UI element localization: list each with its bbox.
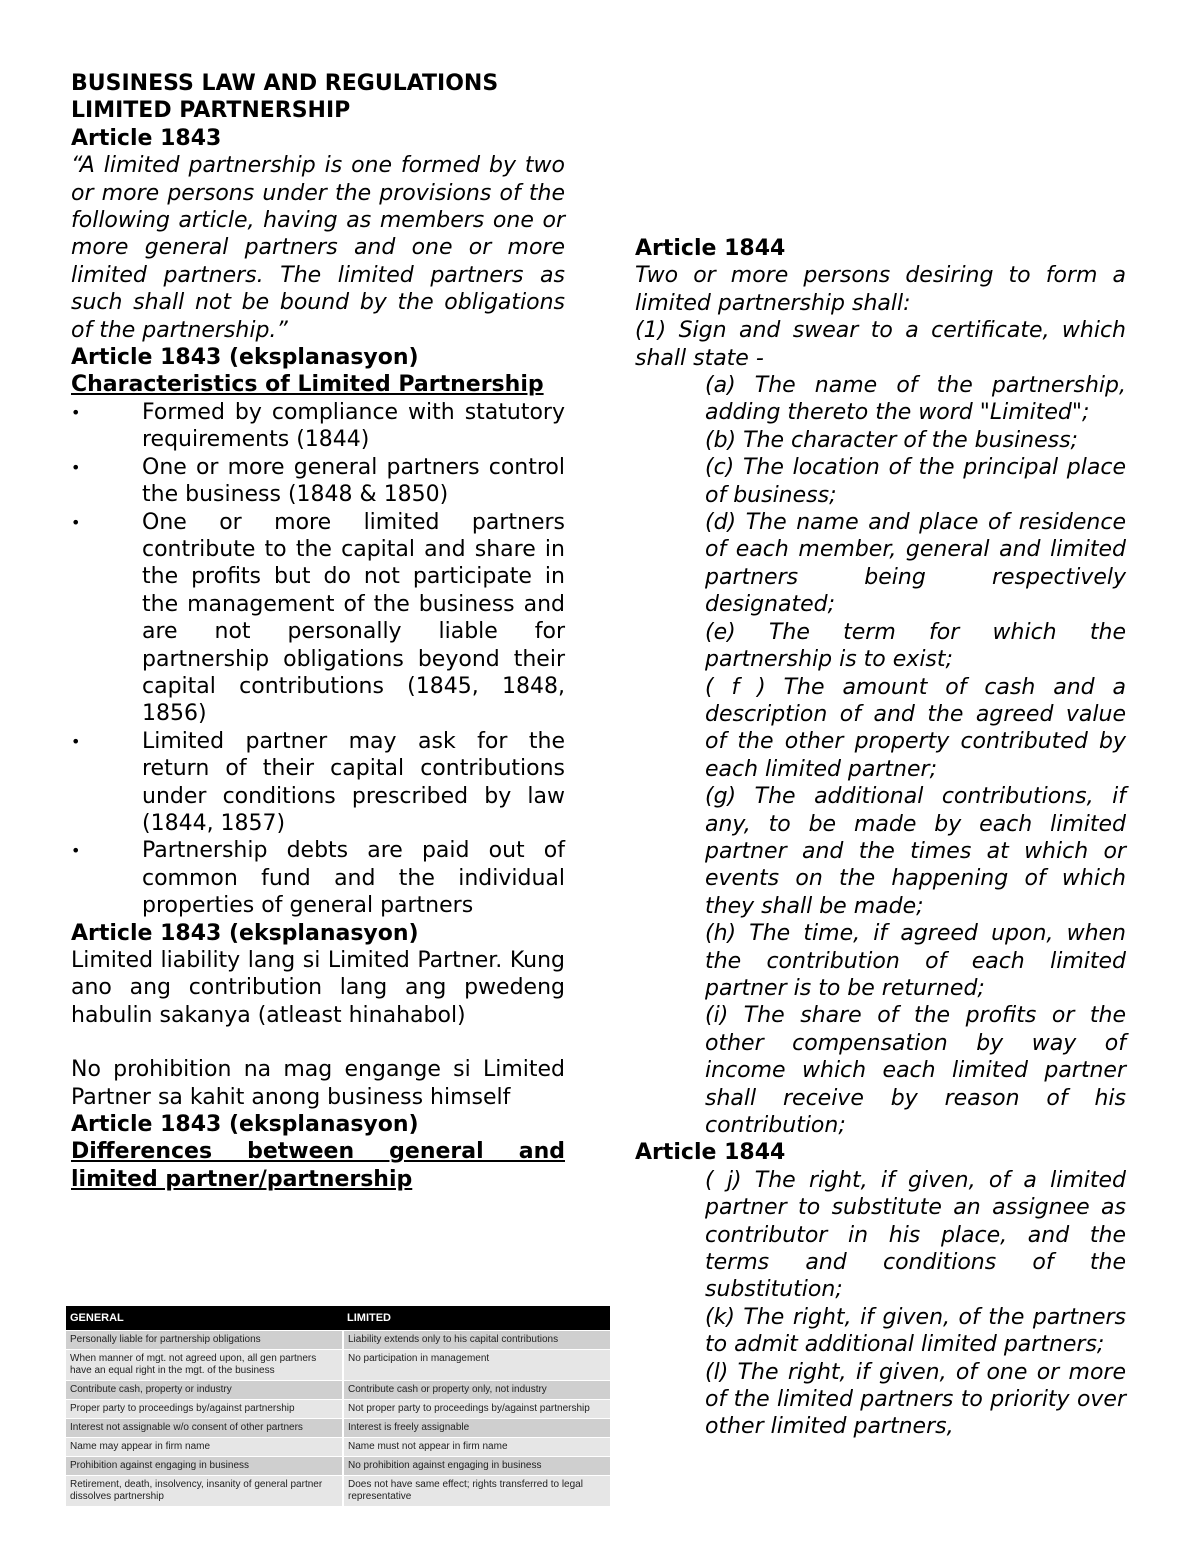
list-item: • Partnership debts are paid out of common fund and the individual properties of general partners bbox=[71, 837, 565, 919]
list-item: (h) The time, if agreed upon, when the contribution of each limited partner is to be returned; bbox=[705, 921, 1126, 1001]
list-item: (i) The share of the profits or the other compensation by way of income which each limited partner shall receive by reason of his contribution; bbox=[705, 1003, 1126, 1138]
characteristics-heading: Characteristics of Limited Partnership bbox=[71, 372, 544, 398]
table-row bbox=[66, 1350, 610, 1381]
differences-table bbox=[66, 1306, 610, 1506]
left-column bbox=[71, 70, 565, 1193]
list-item: (a) The name of the partnership, adding thereto the word "Limited"; bbox=[705, 373, 1126, 426]
list-item: ( f ) The amount of cash and a description of and the agreed value of the other property contributed by each limited partner; bbox=[705, 674, 1126, 782]
differences-heading: Differences between general and limited partner/partnership bbox=[71, 1139, 565, 1192]
table-cell: Proper party to proceedings by/against partnership bbox=[66, 1400, 343, 1419]
table-cell: Personally liable for partnership obligations bbox=[66, 1331, 343, 1350]
paragraph-gap bbox=[71, 1029, 565, 1056]
list-item: (k) The right, if given, of the partners to admit additional limited partners; bbox=[705, 1304, 1126, 1358]
header-general: GENERAL bbox=[66, 1306, 343, 1331]
list-item: ( j) The right, if given, of a limited partner to substitute an assignee as contributor in his place, and the terms and conditions of the substitution; bbox=[705, 1167, 1126, 1303]
table-cell: Liability extends only to his capital contributions bbox=[343, 1331, 610, 1350]
right-column bbox=[635, 235, 1126, 1441]
explanation-1-title: Article 1843 (eksplanasyon) bbox=[71, 345, 419, 371]
table-cell: Retirement, death, insolvency, insanity of general partner dissolves partnership bbox=[66, 1476, 343, 1507]
explanation-2-title: Article 1843 (eksplanasyon) bbox=[71, 920, 419, 946]
list-item: (e) The term for which the partnership is to exist; bbox=[705, 619, 1126, 673]
article-1843-title: Article 1843 bbox=[71, 125, 222, 151]
table-row bbox=[66, 1331, 610, 1350]
table-row bbox=[66, 1419, 610, 1438]
table-cell: Interest is freely assignable bbox=[343, 1419, 610, 1438]
list-item: (l) The right, if given, of one or more of the limited partners to priority over other limited partners, bbox=[705, 1359, 1126, 1440]
article-1844-intro: Two or more persons desiring to form a limited partnership shall: bbox=[635, 263, 1126, 316]
table-cell: Contribute cash, property or industry bbox=[66, 1381, 343, 1400]
explanation-2-paragraph-1: Limited liability lang si Limited Partner. Kung ano ang contribution lang ang pwedeng habulin sakanya (atleast hinahabol) bbox=[71, 948, 565, 1028]
heading-business-law: BUSINESS LAW AND REGULATIONS bbox=[71, 71, 499, 96]
article-1844-continued-title: Article 1844 bbox=[635, 1140, 786, 1166]
list-item: • Formed by compliance with statutory requirements (1844) bbox=[71, 399, 565, 454]
list-item: (g) The additional contributions, if any, to be made by each limited partner and the times at which or events on the happening of which they shall be made; bbox=[705, 784, 1126, 919]
table-cell: Name may appear in firm name bbox=[66, 1438, 343, 1457]
table-cell: Not proper party to proceedings by/against partnership bbox=[343, 1400, 610, 1419]
table-cell: Interest not assignable w/o consent of other partners bbox=[66, 1419, 343, 1438]
heading-limited-partnership: LIMITED PARTNERSHIP bbox=[71, 98, 351, 124]
table-row bbox=[66, 1476, 610, 1507]
explanation-3-title: Article 1843 (eksplanasyon) bbox=[71, 1112, 419, 1138]
table-cell: When manner of mgt. not agreed upon, all gen partners have an equal right in the mgt. of the business bbox=[66, 1350, 343, 1381]
table-cell: Prohibition against engaging in business bbox=[66, 1457, 343, 1476]
header-limited: LIMITED bbox=[343, 1306, 610, 1331]
list-item: (b) The character of the business; bbox=[705, 427, 1078, 453]
table-cell: Name must not appear in firm name bbox=[343, 1438, 610, 1457]
table-row bbox=[66, 1438, 610, 1457]
article-1844-title: Article 1844 bbox=[635, 236, 786, 261]
table-header-row bbox=[66, 1306, 610, 1331]
list-item: • One or more general partners control the business (1848 & 1850) bbox=[71, 454, 565, 509]
list-item: (d) The name and place of residence of each member, general and limited partners being respectively designated; bbox=[705, 510, 1126, 618]
article-1843-text: “A limited partnership is one formed by two or more persons under the provisions of the following article, having as members one or more general partners and one or more limited partners. The limited partners as such shall not be bound by the obligations of the partnership.” bbox=[71, 153, 565, 343]
table-cell: Does not have same effect; rights transferred to legal representative bbox=[343, 1476, 610, 1507]
table-row bbox=[66, 1400, 610, 1419]
table-cell: No participation in management bbox=[343, 1350, 610, 1381]
table-cell: No prohibition against engaging in business bbox=[343, 1457, 610, 1476]
characteristics-list bbox=[71, 399, 565, 920]
article-1844-item-1: (1) Sign and swear to a certificate, which shall state - bbox=[635, 318, 1126, 371]
table-row bbox=[66, 1381, 610, 1400]
list-item: • Limited partner may ask for the return of their capital contributions under conditions prescribed by law (1844, 1857) bbox=[71, 728, 565, 838]
list-item: (c) The location of the principal place of business; bbox=[705, 455, 1126, 508]
list-item: • One or more limited partners contribute to the capital and share in the profits but do not participate in the management of the business and are not personally liable for partnership obligations beyond their capital contributions (1845, 1848, 1856) bbox=[71, 509, 565, 728]
table-row bbox=[66, 1457, 610, 1476]
table-cell: Contribute cash or property only, not industry bbox=[343, 1381, 610, 1400]
explanation-2-paragraph-2: No prohibition na mag engange si Limited Partner sa kahit anong business himself bbox=[71, 1057, 565, 1110]
